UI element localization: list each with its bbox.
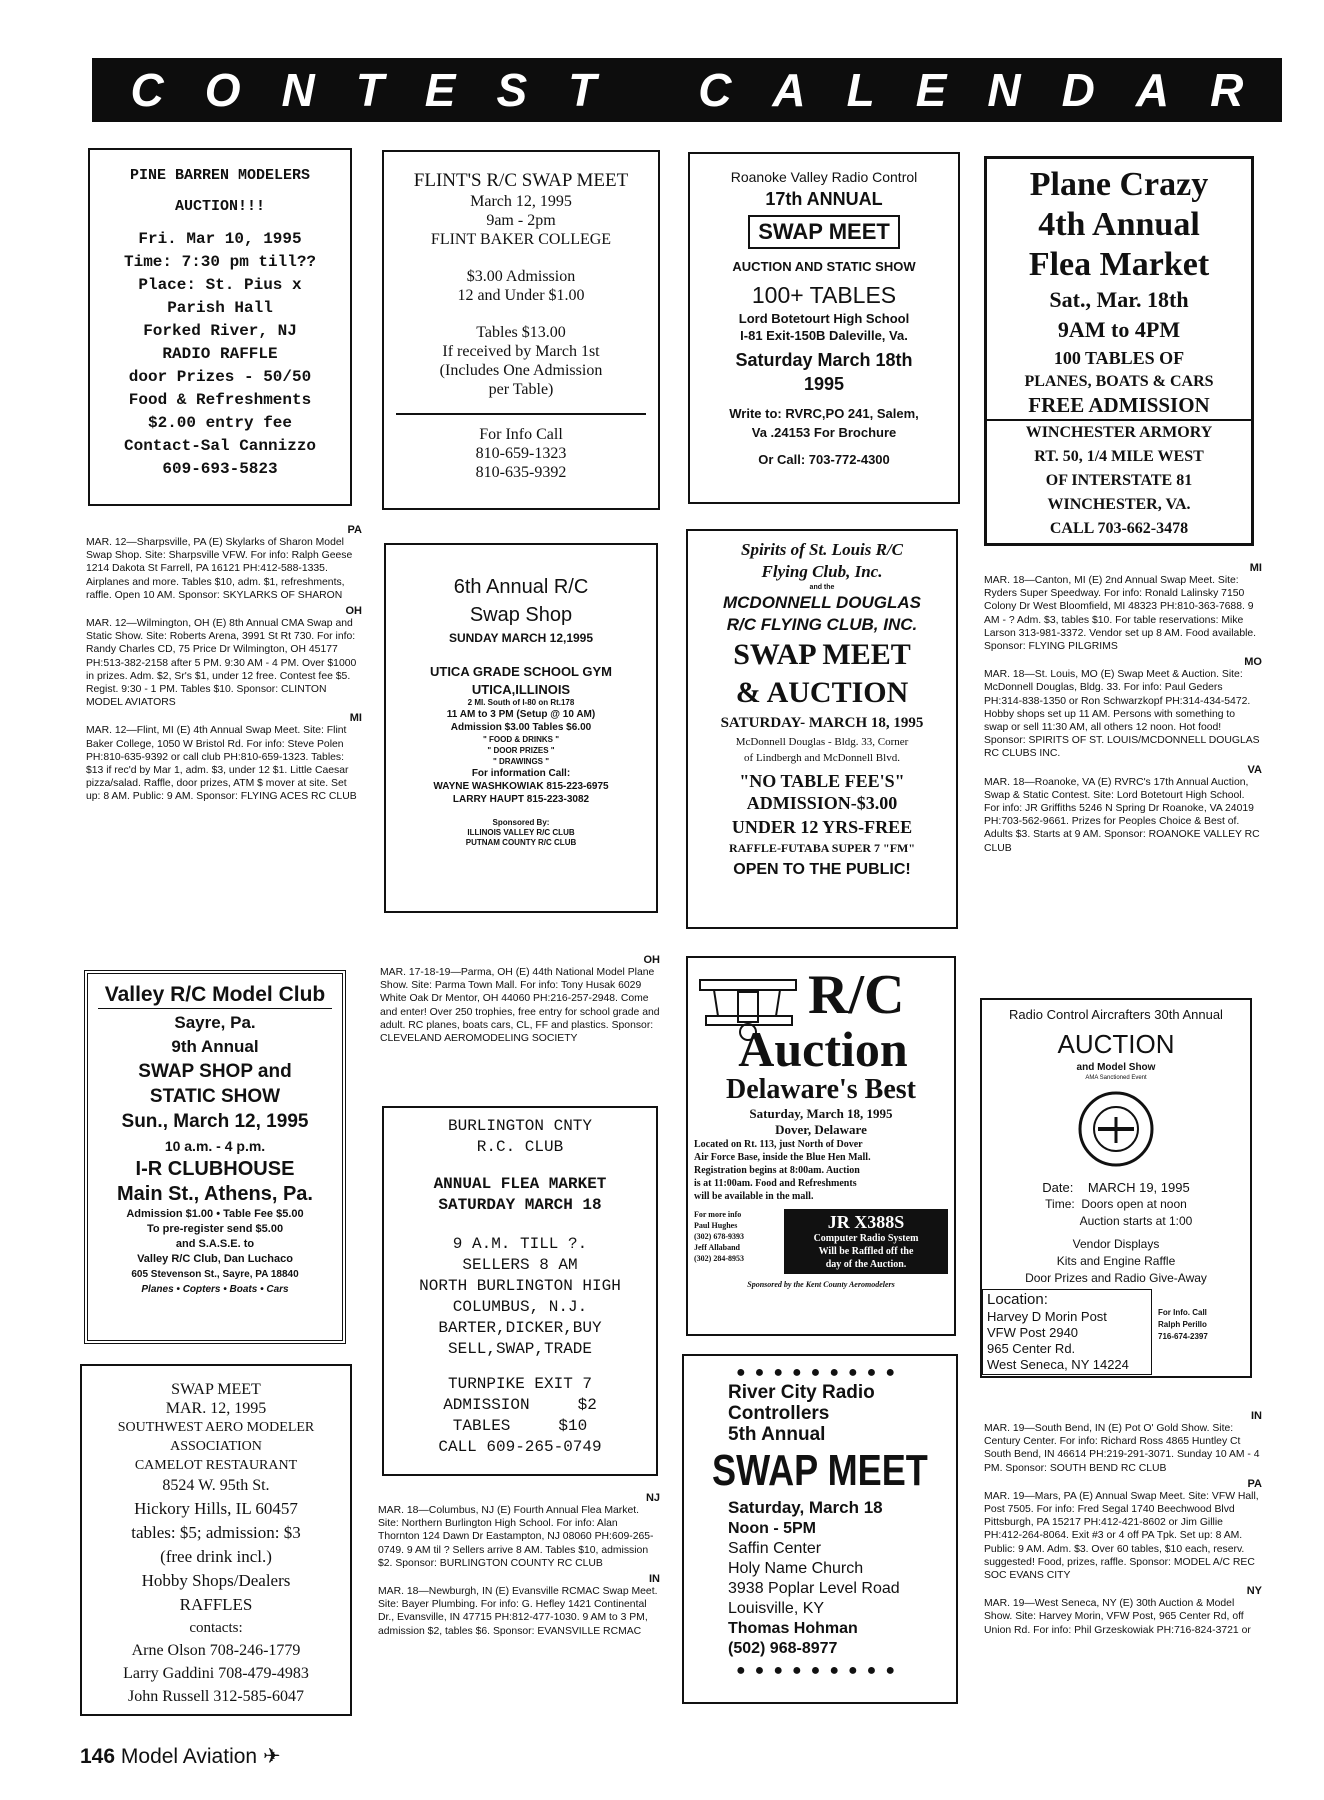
ad-line: Roanoke Valley Radio Control xyxy=(730,169,918,185)
ad-line: Kits and Engine Raffle xyxy=(1056,1254,1176,1268)
banner-letter: D xyxy=(1061,64,1095,116)
listings-column-2a xyxy=(380,954,660,1094)
ad-line: Holy Name Church xyxy=(728,1560,864,1577)
ad-line: " DOOR PRIZES " xyxy=(487,746,555,755)
ad-line: Place: St. Pius x xyxy=(138,276,302,294)
ad-line: Fri. Mar 10, 1995 xyxy=(138,230,302,248)
ad-plane-crazy xyxy=(984,156,1254,546)
state-header: MI xyxy=(1249,562,1262,574)
ad-line: 17th ANNUAL xyxy=(765,189,883,209)
ad-line: contacts: xyxy=(189,1620,243,1636)
ad-line: Lord Botetourt High School xyxy=(738,311,910,326)
ad-line: For information Call: xyxy=(471,768,571,779)
ad-line: Parish Hall xyxy=(167,299,273,317)
ad-line: March 12, 1995 xyxy=(470,193,572,210)
ad-line: (free drink incl.) xyxy=(160,1547,272,1566)
ad-line: Door Prizes and Radio Give-Away xyxy=(1025,1271,1207,1285)
ad-line: Flying Club, Inc. xyxy=(761,562,883,581)
ad-line: ANNUAL FLEA MARKET xyxy=(433,1175,607,1193)
banner-letter: E xyxy=(915,64,947,116)
ad-line: "NO TABLE FEE'S" xyxy=(739,771,905,791)
ad-flints-swap-meet xyxy=(382,150,660,510)
ad-line: WINCHESTER ARMORY xyxy=(1025,424,1213,441)
ad-line: 2 MI. South of I-80 on Rt.178 xyxy=(467,698,575,707)
ad-line: ADMISSION-$3.00 xyxy=(746,793,898,813)
ad-line: RT. 50, 1/4 MILE WEST xyxy=(1034,448,1204,465)
listing-entry: MAR. 19—Mars, PA (E) Annual Swap Meet. Site: VFW Hall, Post 7505. For info: Fred Segal 1740 Beechwood Blvd Pittsburgh, PA 15217 PH:412-421-8602 or Jim Gillie PH:412-264-8064. Exit #3 or 4 off PA Tpk. Set up: 8 AM. Public: 9 AM. Adm. $3. Over 60 tables, $10 each, reserv. suggested! Food, prizes, raffle. Sponsor: MODEL A/C REC SOC EVANS CITY xyxy=(984,1490,1259,1582)
ad-line: Time: Doors open at noon xyxy=(1045,1197,1187,1211)
ad-line: and S.A.S.E. to xyxy=(175,1238,255,1250)
ad-line: SOUTHWEST AERO MODELER xyxy=(117,1420,315,1435)
ad-line: 12 and Under $1.00 xyxy=(457,287,585,304)
ad-line: Flea Market xyxy=(1028,246,1210,283)
state-header: NY xyxy=(1246,1585,1262,1598)
ad-line: tables: $5; admission: $3 xyxy=(131,1523,301,1542)
ad-line: 9th Annual xyxy=(171,1037,259,1056)
ad-line: Registration begins at 8:00am. Auction xyxy=(694,1165,860,1176)
ad-line: TABLES $10 xyxy=(452,1417,588,1435)
ad-line: Paul Hughes xyxy=(694,1221,738,1230)
ad-line: Harvey D Morin Post xyxy=(987,1309,1107,1324)
ad-line: NORTH BURLINGTON HIGH xyxy=(419,1277,621,1295)
ad-line: Hobby Shops/Dealers xyxy=(141,1571,291,1590)
ad-line: Louisville, KY xyxy=(728,1600,825,1617)
dot-row-bottom: ●●●●●●●●● xyxy=(736,1662,904,1679)
banner-letter: A xyxy=(772,64,806,116)
page-number: 146 xyxy=(80,1745,116,1768)
banner-letter: R xyxy=(1210,64,1244,116)
ad-line: Or Call: 703-772-4300 xyxy=(758,452,890,467)
banner-letter: S xyxy=(496,64,528,116)
ad-line: per Table) xyxy=(488,381,554,398)
ad-line: SWAP SHOP and xyxy=(138,1061,292,1082)
ad-line: Saturday March 18th xyxy=(735,350,913,370)
ad-line: ASSOCIATION xyxy=(170,1439,262,1454)
ad-line: R/C FLYING CLUB, INC. xyxy=(726,615,918,634)
listing-entry: MAR. 19—West Seneca, NY (E) 30th Auction & Model Show. Site: Harvey Morin, VFW Post, 965 Center Rd, off Union Rd. For info: Phil Grzeskowiak PH:716-824-3721 or xyxy=(984,1598,1251,1636)
state-header: NJ xyxy=(645,1492,660,1504)
ad-line: BARTER,DICKER,BUY xyxy=(438,1319,602,1337)
location-block xyxy=(982,1289,1152,1375)
ad-line: Hickory Hills, IL 60457 xyxy=(134,1499,298,1518)
ad-line: Sayre, Pa. xyxy=(174,1013,256,1032)
ad-line: For more info xyxy=(694,1210,742,1219)
ad-line: 10 a.m. - 4 p.m. xyxy=(164,1138,266,1154)
ad-line: Plane Crazy xyxy=(1029,166,1209,203)
ad-line: R/C xyxy=(808,964,905,1026)
ad-line: WINCHESTER, VA. xyxy=(1047,496,1191,513)
ad-river-city xyxy=(682,1354,958,1704)
ad-burlington xyxy=(382,1106,658,1476)
state-header: VA xyxy=(1247,763,1262,776)
ad-line: " FOOD & DRINKS " xyxy=(482,735,560,744)
ad-line: UTICA GRADE SCHOOL GYM xyxy=(429,664,612,679)
ad-line: 1995 xyxy=(803,374,845,394)
state-header: IN xyxy=(1251,1410,1262,1422)
ad-line: ADMISSION $2 xyxy=(443,1396,597,1414)
ad-line: & AUCTION xyxy=(735,676,909,709)
ad-line: $2.00 entry fee xyxy=(147,414,293,432)
ad-line: Time: 7:30 pm till?? xyxy=(123,253,317,271)
ad-line: 4th Annual xyxy=(1038,206,1200,243)
ad-line: SELL,SWAP,TRADE xyxy=(447,1340,593,1358)
ad-line: Sponsored by the Kent County Aeromodelers xyxy=(747,1280,895,1289)
listings-column-1 xyxy=(86,524,362,954)
state-header: IN xyxy=(649,1573,660,1586)
listings-column-4a xyxy=(984,562,1262,982)
club-logo-icon xyxy=(1076,1089,1156,1169)
ad-line: Date: MARCH 19, 1995 xyxy=(1042,1180,1190,1195)
ad-line: Vendor Displays xyxy=(1072,1237,1160,1251)
ad-radio-control-aircrafters xyxy=(980,998,1252,1378)
ad-line: 965 Center Rd. xyxy=(987,1341,1076,1356)
ad-line: RADIO RAFFLE xyxy=(162,345,278,363)
ad-line: Auction starts at 1:00 xyxy=(1079,1214,1193,1228)
ad-line: FREE ADMISSION xyxy=(987,393,1251,421)
banner-letter: O xyxy=(204,64,241,116)
ad-line: and the xyxy=(809,584,835,591)
ad-southwest-aero xyxy=(80,1364,352,1716)
divider-line xyxy=(396,413,646,415)
ad-line: Will be Raffled off the xyxy=(818,1246,914,1257)
banner-letter: C xyxy=(698,64,732,116)
ad-line: (502) 968-8977 xyxy=(728,1640,838,1657)
banner-letter: E xyxy=(424,64,456,116)
ad-line: Spirits of St. Louis R/C xyxy=(740,540,904,559)
ad-line: CAMELOT RESTAURANT xyxy=(134,1458,298,1473)
ad-line: McDonnell Douglas - Bldg. 33, Corner xyxy=(735,736,909,748)
ad-line: 810-659-1323 xyxy=(475,445,567,462)
ad-line: will be available in the mall. xyxy=(694,1191,814,1202)
ad-line: 716-674-2397 xyxy=(1158,1332,1208,1341)
ad-line: PUTNAM COUNTY R/C CLUB xyxy=(465,838,577,847)
banner-letter: L xyxy=(846,64,875,116)
ad-delaware-auction xyxy=(686,956,956,1336)
ad-line: FLINT'S R/C SWAP MEET xyxy=(413,170,629,191)
listing-entry: MAR. 18—Canton, MI (E) 2nd Annual Swap Meet. Site: Ryders Super Speedway. For info: Ronald Lalinsky 7150 Colony Dr West Bloomfield, MI 48323 PH:810-363-7688. 9 AM - ? Adm. $3, tables $10. For table reservations: Mike Larson 313-981-3372. Vendor set up 8 AM. Food available. Sponsor: FLYING PILGRIMS xyxy=(984,575,1257,653)
ad-line: SATURDAY MARCH 18 xyxy=(438,1196,602,1214)
ad-line: SUNDAY MARCH 12,1995 xyxy=(448,631,594,645)
ad-line: RAFFLE-FUTABA SUPER 7 "FM" xyxy=(728,841,916,855)
ad-line: 100+ TABLES xyxy=(751,282,897,308)
ad-line: River City Radio xyxy=(728,1382,875,1403)
ad-line: Noon - 5PM xyxy=(728,1520,816,1537)
ad-line: of Lindbergh and McDonnell Blvd. xyxy=(744,752,900,764)
ad-line: Radio Control Aircrafters 30th Annual xyxy=(1009,1007,1223,1022)
ad-line: Valley R/C Model Club xyxy=(98,982,332,1009)
ad-line: Ralph Perillo xyxy=(1158,1320,1207,1329)
ad-line: 3938 Poplar Level Road xyxy=(728,1580,900,1597)
ad-line: AUCTION AND STATIC SHOW xyxy=(732,259,916,274)
ad-line: PINE BARREN MODELERS xyxy=(129,167,311,184)
ad-line: Delaware's Best xyxy=(726,1074,916,1105)
ad-line: AUCTION!!! xyxy=(174,198,265,215)
listings-column-4b xyxy=(984,1410,1262,1732)
ad-line: 810-635-9392 xyxy=(475,464,567,481)
ad-line: SWAP MEET xyxy=(712,1446,928,1495)
ad-line: Planes • Copters • Boats • Cars xyxy=(141,1284,289,1295)
ad-line: West Seneca, NY 14224 xyxy=(987,1357,1129,1372)
state-header: MI xyxy=(349,712,362,725)
page-footer xyxy=(80,1744,281,1769)
ad-line: Air Force Base, inside the Blue Hen Mall. xyxy=(694,1152,871,1163)
listing-entry: MAR. 18—St. Louis, MO (E) Swap Meet & Auction. Site: McDonnell Douglas, Bldg. 33. For info: Paul Geders PH:314-838-1350 or Ron Schwarzkopf PH:314-434-5472. Hobby shops set up 11 AM. Persons with something to swap or sell 11:30 AM, all others 12 noon. Hot food! Sponsor: SPIRITS OF ST. LOUIS/MCDONNELL DOUGLAS RC CLUBS INC. xyxy=(984,669,1260,760)
ad-line: " DRAWINGS " xyxy=(492,757,550,766)
ad-line: Valley R/C Club, Dan Luchaco xyxy=(137,1253,293,1265)
listing-entry: MAR. 12—Sharpsville, PA (E) Skylarks of Sharon Model Swap Shop. Site: Sharpsville VFW. For info: Ralph Geese 1214 Dakota St Farrell, PA 16121 PH:412-588-1335. Airplanes and more. Tables $10, adm. $1, refreshments, raffle. Open 10 AM. Sponsor: SKYLARKS OF SHARON xyxy=(86,537,353,601)
ad-line: 9 A.M. TILL ?. xyxy=(452,1235,588,1253)
ad-line: SATURDAY- MARCH 18, 1995 xyxy=(720,715,924,731)
listings-column-2b xyxy=(378,1492,660,1724)
listing-entry: MAR. 18—Columbus, NJ (E) Fourth Annual Flea Market. Site: Northern Burlington High School. For info: Alan Thornton 124 Dawn Dr Eastampton, NJ 08060 PH:609-265-0749. 9 AM til ? Sellers arrive 8 AM. Tables $10, admission $2. Sponsor: BURLINGTON COUNTY RC CLUB xyxy=(378,1505,654,1569)
ad-line: Jeff Allaband xyxy=(694,1243,741,1252)
ad-line: Sponsored By: xyxy=(492,818,550,827)
ad-line: MAR. 12, 1995 xyxy=(165,1400,267,1417)
ad-line: RAFFLES xyxy=(179,1595,253,1614)
state-header: PA xyxy=(1247,1477,1262,1490)
swap-meet-label: SWAP MEET xyxy=(748,215,900,249)
ad-line: (302) 284-8953 xyxy=(694,1254,744,1263)
ad-line: 100 TABLES OF xyxy=(1053,348,1185,368)
ad-line: Larry Gaddini 708-479-4983 xyxy=(123,1665,309,1682)
ad-line: 605 Stevenson St., Sayre, PA 18840 xyxy=(131,1269,299,1280)
ad-line: CALL 609-265-0749 xyxy=(438,1438,602,1456)
ad-line: I-R CLUBHOUSE xyxy=(135,1158,295,1180)
ad-line: SWAP MEET xyxy=(733,638,911,671)
state-header: OH xyxy=(345,605,362,618)
ad-line: I-81 Exit-150B Daleville, Va. xyxy=(740,328,908,343)
raffle-panel xyxy=(784,1209,948,1274)
listing-entry: MAR. 18—Roanoke, VA (E) RVRC's 17th Annual Auction, Swap & Static Contest. Site: Lord Botetourt High School. For info: JR Griffiths 5246 N Spring Dr Roanoke, VA 24019 PH:703-562-9661. Prizes for Peoples Choice & Best of. Adults $3. Starts at 9 AM. Sponsor: ROANOKE VALLEY RC CLUB xyxy=(984,776,1260,854)
listing-entry: MAR. 18—Newburgh, IN (E) Evansville RCMAC Swap Meet. Site: Bayer Plumbing. For info: G. Hefley 1421 Continental Dr., Evansville, IN 47715 PH:812-477-1030. 9 AM to 3 PM, admission $2, tables $6. Sponsor: EVANSVILLE RCMAC xyxy=(378,1586,658,1637)
ad-line: FLINT BAKER COLLEGE xyxy=(430,231,612,248)
ad-line: JR X388S xyxy=(827,1212,905,1232)
ad-line: Dover, Delaware xyxy=(775,1122,867,1137)
ad-line: Write to: RVRC,PO 241, Salem, xyxy=(729,406,919,421)
ad-pine-barren xyxy=(88,148,352,506)
ad-line: Main St., Athens, Pa. xyxy=(117,1183,313,1205)
ad-line: Located on Rt. 113, just North of Dover xyxy=(694,1139,863,1150)
ad-line: BURLINGTON CNTY xyxy=(447,1117,593,1135)
ad-line: UNDER 12 YRS-FREE xyxy=(731,817,913,837)
ad-line: Swap Shop xyxy=(469,604,573,626)
state-header: PA xyxy=(347,524,362,536)
ad-utica-swap-shop xyxy=(384,543,658,913)
listing-entry: MAR. 17-18-19—Parma, OH (E) 44th National Model Plane Show. Site: Parma Town Mall. For info: Tony Husak 6029 White Oak Dr Mentor, OH 44060 PH:216-257-2948. Come and enter! Over 250 trophies, free entry for school grade and adult. RC planes, boats cars, CL, FF and plastics. Sponsor: CLEVELAND AEROMODELING SOCIETY xyxy=(380,967,660,1045)
ad-line: AMA Sanctioned Event xyxy=(1085,1075,1147,1081)
ad-line: and Model Show xyxy=(1076,1062,1156,1073)
ad-line: day of the Auction. xyxy=(825,1259,907,1270)
ad-line: AUCTION xyxy=(1057,1029,1175,1059)
ad-line: To pre-register send $5.00 xyxy=(146,1223,284,1235)
ad-line: 11 AM to 3 PM (Setup @ 10 AM) xyxy=(446,709,596,720)
listing-entry: MAR. 12—Wilmington, OH (E) 8th Annual CMA Swap and Static Show. Site: Roberts Arena, 3991 St Rt 730. For info: Randy Charles CD, 75 Price Dr Wilmington, OH 45177 PH:513-382-2158 after 5 PM. 9:30 AM - 4 PM. Over $1000 in prizes. Adm. $2, Sr's $1, under 12 free. Contest fee $5. Regist. 9:30 - 1 PM. Tables $10. Sponsor: CLINTON MODEL AVIATORS xyxy=(86,618,357,709)
ad-valley-rc xyxy=(84,970,346,1344)
ad-line: John Russell 312-585-6047 xyxy=(128,1688,304,1705)
ad-line: COLUMBUS, N.J. xyxy=(452,1298,588,1316)
ad-line: door Prizes - 50/50 xyxy=(128,368,312,386)
banner-letter: N xyxy=(987,64,1021,116)
ad-line: For Info Call xyxy=(479,426,563,443)
ad-line: TURNPIKE EXIT 7 xyxy=(447,1375,593,1393)
ad-line: Admission $1.00 • Table Fee $5.00 xyxy=(126,1208,304,1220)
ad-line: If received by March 1st xyxy=(442,343,600,360)
ad-line: 8524 W. 95th St. xyxy=(162,1477,270,1494)
ad-line: ILLINOIS VALLEY R/C CLUB xyxy=(467,828,575,837)
ad-line: is at 11:00am. Food and Refreshments xyxy=(694,1178,857,1189)
banner-letter: N xyxy=(281,64,315,116)
ad-line: SWAP MEET xyxy=(171,1381,261,1398)
ad-line: Sat., Mar. 18th xyxy=(1049,287,1189,312)
ad-line: (Includes One Admission xyxy=(439,362,603,379)
ad-line: Saturday, March 18 xyxy=(728,1498,883,1517)
ad-line: MCDONNELL DOUGLAS xyxy=(722,593,921,612)
arrow-icon: ✈ xyxy=(262,1745,281,1768)
ad-roanoke-valley xyxy=(688,152,960,504)
ad-line: Saffin Center xyxy=(728,1540,822,1557)
ad-line: Computer Radio System xyxy=(813,1233,919,1244)
ad-line: Va .24153 For Brochure xyxy=(751,425,897,440)
ad-line: SELLERS 8 AM xyxy=(462,1256,578,1274)
ad-line: 9am - 2pm xyxy=(486,212,556,229)
banner-letter: T xyxy=(568,64,597,116)
listing-entry: MAR. 19—South Bend, IN (E) Pot O' Gold Show. Site: Century Center. For info: Richard Ross 4865 Huntley Ct South Bend, IN 46614 PH:219-291-3071. Sunday 10 AM - 4 PM. Sponsor: SOUTH BEND RC CLUB xyxy=(984,1423,1260,1474)
ad-line: Controllers xyxy=(728,1403,830,1424)
ad-line: OF INTERSTATE 81 xyxy=(1045,472,1193,489)
ad-line: 6th Annual R/C xyxy=(453,576,589,598)
ad-line: Contact-Sal Cannizzo xyxy=(123,437,317,455)
state-header: MO xyxy=(1244,656,1262,669)
ad-line: PLANES, BOATS & CARS xyxy=(1024,373,1214,390)
ad-line: UTICA,ILLINOIS xyxy=(471,682,571,697)
ad-line: Forked River, NJ xyxy=(143,322,297,340)
magazine-name: Model Aviation xyxy=(120,1745,258,1768)
ad-line: Saturday, March 18, 1995 xyxy=(749,1106,893,1121)
ad-line: Tables $13.00 xyxy=(476,324,566,341)
banner-letter: A xyxy=(1135,64,1170,116)
ad-line: Thomas Hohman xyxy=(728,1620,858,1637)
ad-line: Food & Refreshments xyxy=(128,391,312,409)
ad-line: OPEN TO THE PUBLIC! xyxy=(733,861,911,878)
ad-line: STATIC SHOW xyxy=(149,1086,281,1107)
ad-line: Sun., March 12, 1995 xyxy=(121,1111,309,1132)
contest-calendar-banner xyxy=(92,58,1282,122)
ad-line: $3.00 Admission xyxy=(466,268,576,285)
ad-line: CALL 703-662-3478 xyxy=(1049,520,1189,537)
ad-line: LARRY HAUPT 815-223-3082 xyxy=(452,794,590,805)
ad-line: (302) 678-9393 xyxy=(694,1232,744,1241)
ad-line: Auction xyxy=(738,1021,908,1077)
ad-spirits-st-louis xyxy=(686,529,958,929)
ad-line: R.C. CLUB xyxy=(476,1138,564,1156)
banner-letter: C xyxy=(130,64,164,116)
ad-line: VFW Post 2940 xyxy=(987,1325,1079,1340)
listing-entry: MAR. 12—Flint, MI (E) 4th Annual Swap Meet. Site: Flint Baker College, 1050 W Bristol Rd. For info: Steve Polen PH:810-635-9392 or call club PH:810-659-1323. Tables: $13 if rec'd by Mar 1, adm. $3, under 12 $1. Little Caesar pizza/salad. Raffle, door prizes, ATM $ mover at site. Set up: 8 AM. Public: 9 AM. Sponsor: FLYING ACES RC CLUB xyxy=(86,725,357,803)
ad-line: 609-693-5823 xyxy=(162,460,278,478)
ad-line: 5th Annual xyxy=(728,1424,826,1445)
ad-line: Arne Olson 708-246-1779 xyxy=(131,1642,301,1659)
ad-line: WAYNE WASHKOWIAK 815-223-6975 xyxy=(433,781,609,792)
ad-line: For Info. Call xyxy=(1158,1308,1207,1317)
ad-line: 9AM to 4PM xyxy=(1057,317,1181,342)
dot-row-top: ●●●●●●●●● xyxy=(736,1364,904,1381)
banner-letter: T xyxy=(355,64,384,116)
ad-line: Location: xyxy=(987,1291,1048,1308)
ad-line: Admission $3.00 Tables $6.00 xyxy=(450,722,592,733)
state-header: OH xyxy=(643,954,660,966)
